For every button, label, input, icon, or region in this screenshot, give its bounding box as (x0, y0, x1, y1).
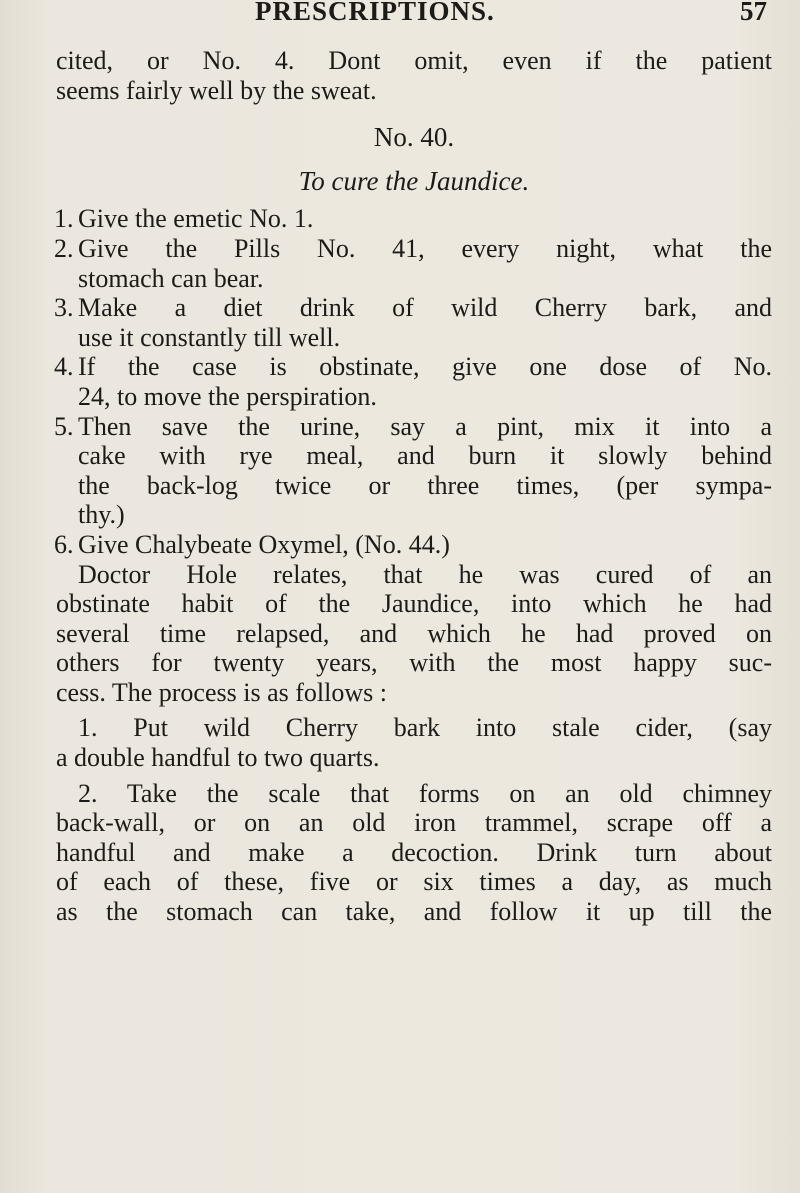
item-number: 4. (54, 352, 74, 382)
item-number: 5. (54, 411, 74, 441)
running-title: PRESCRIPTIONS. (255, 0, 495, 26)
list-item (56, 293, 772, 352)
list-item (56, 530, 772, 560)
text-line: 24, to move the perspiration. (78, 381, 377, 411)
text-line: several time relapsed, and which he had proved on (56, 618, 772, 648)
section-heading: No. 40. (373, 122, 455, 153)
text-line: stomach can bear. (78, 263, 264, 293)
text-line: Give the Pills No. 41, every night, what the (78, 233, 772, 263)
text-line: If the case is obstinate, give one dose of No. (78, 352, 772, 382)
text-line: cake with rye meal, and burn it slowly behind (78, 441, 772, 471)
text-line: Make a diet drink of wild Cherry bark, and (78, 293, 772, 323)
text-line: Give Chalybeate Oxymel, (No. 44.) (78, 529, 450, 559)
text-line: the back-log twice or three times, (per sympa- (78, 470, 772, 500)
text-line: 1. Put wild Cherry bark into stale cider, (say (78, 713, 772, 743)
page-number: 57 (740, 0, 767, 26)
item-number: 2. (54, 233, 74, 263)
item-number: 6. (54, 529, 74, 559)
text-line: handful and make a decoction. Drink turn about (56, 837, 772, 867)
list-item (56, 352, 772, 411)
text-line: others for twenty years, with the most happy suc- (56, 648, 772, 678)
section-subheading: To cure the Jaundice. (298, 165, 530, 196)
text-line: as the stomach can take, and follow it up till the (56, 897, 772, 927)
list-item (56, 412, 772, 530)
text-line: of each of these, five or six times a day, as much (56, 867, 772, 897)
page-content (56, 46, 772, 927)
text-line: seems fairly well by the sweat. (56, 75, 377, 105)
list-item (56, 204, 772, 234)
text-line: a double handful to two quarts. (56, 743, 380, 773)
text-line: use it constantly till well. (78, 322, 341, 352)
text-line: Doctor Hole relates, that he was cured of an (78, 559, 772, 589)
text-line: 2. Take the scale that forms on an old chimney (78, 778, 772, 808)
running-head (0, 0, 800, 28)
text-line: thy.) (78, 500, 125, 530)
text-line: obstinate habit of the Jaundice, into which he had (56, 589, 772, 619)
text-line: cited, or No. 4. Dont omit, even if the patient (56, 46, 772, 75)
text-line: Give the emetic No. 1. (78, 204, 314, 234)
text-line: Then save the urine, say a pint, mix it into a (78, 411, 772, 441)
list-item (56, 234, 772, 293)
text-line: back-wall, or on an old iron trammel, scrape off a (56, 808, 772, 838)
item-number: 3. (54, 293, 74, 323)
text-line: cess. The process is as follows : (56, 677, 387, 707)
item-number: 1. (54, 204, 74, 234)
